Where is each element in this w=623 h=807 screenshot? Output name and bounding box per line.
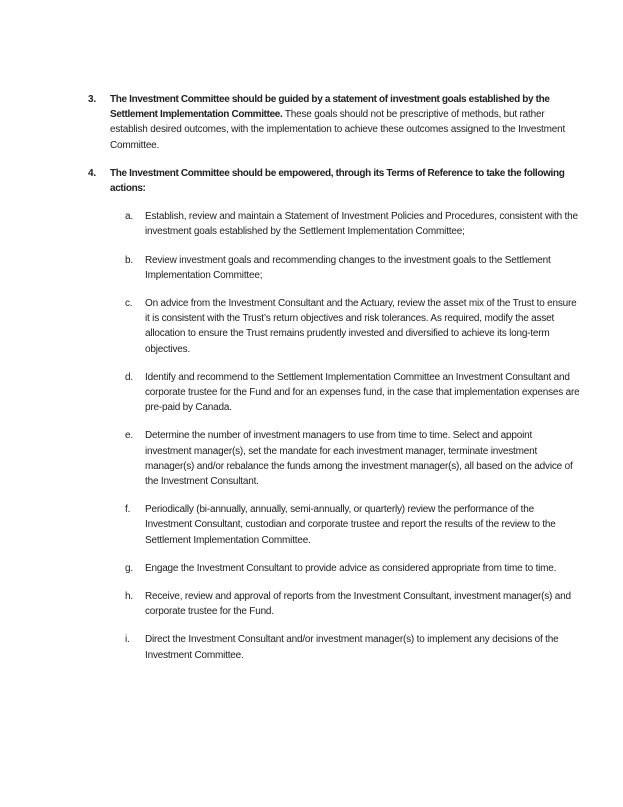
sub-item-a-letter: a. xyxy=(125,211,133,223)
list-item-4-lead-bold: The Investment Committee should be empowered, through its Terms of Reference to take the following actions: xyxy=(110,167,565,195)
sub-item-g-letter: g. xyxy=(125,562,133,574)
sub-item-d-letter: d. xyxy=(125,371,133,383)
list-item-3-number: 3. xyxy=(88,94,96,105)
sub-list-item-a xyxy=(125,209,580,239)
document-content xyxy=(88,92,580,663)
sub-item-b-letter: b. xyxy=(125,254,133,266)
sub-item-f-letter: f. xyxy=(125,504,131,516)
sub-list-item-i xyxy=(125,632,580,662)
sub-item-g-text: Engage the Investment Consultant to provide advice as considered appropriate from time to time. xyxy=(145,562,557,574)
list-item-3-body xyxy=(110,92,580,166)
sub-item-i-letter: i. xyxy=(125,634,130,646)
sub-list-item-b xyxy=(125,253,580,283)
sub-item-h-text: Receive, review and approval of reports from the Investment Consultant, investment manager(s) and corporate trustee for the Fund. xyxy=(145,591,571,618)
list-item-3-lead-bold: The Investment Committee should be guided by a statement of investment goals established by the Settlement Implementation Committee. xyxy=(110,94,550,121)
sub-item-c-text: On advice from the Investment Consultant and the Actuary, review the asset mix of the Trust to ensure it is consistent with the Trust’s return objectives and risk tolerances. As required, modify the asset allocation to ensure the Trust remains prudently invested and diversified to achieve its long-term objectives. xyxy=(145,298,577,355)
list-item-3 xyxy=(88,92,580,166)
sub-item-d-text: Identify and recommend to the Settlement Implementation Committee an Investment Consultant and corporate trustee for the Fund and for an expenses fund, in the case that implementation expenses are pre-paid by Canada. xyxy=(145,371,580,414)
list-item-4-paragraph xyxy=(110,166,580,196)
list-item-4-body xyxy=(110,166,580,663)
sub-item-c-letter: c. xyxy=(125,298,133,310)
sub-item-h-letter: h. xyxy=(125,591,133,603)
sub-list-item-c xyxy=(125,296,580,357)
sub-list-item-d xyxy=(125,370,580,416)
sub-list-item-g xyxy=(125,561,580,576)
sub-list-item-e xyxy=(125,428,580,489)
list-item-4-number: 4. xyxy=(88,167,96,179)
sub-list-item-f xyxy=(125,502,580,548)
sub-item-i-text: Direct the Investment Consultant and/or investment manager(s) to implement any decisions of the Investment Committee. xyxy=(145,634,559,661)
sub-item-e-text: Determine the number of investment managers to use from time to time. Select and appoint investment manager(s), set the mandate for each investment manager, terminate investment manager(s) and/or rebalance the funds among the investment manager(s), all based on the advice of the Investment Consultant. xyxy=(145,430,573,488)
list-item-3-paragraph xyxy=(110,92,580,153)
sub-item-f-text: Periodically (bi-annually, annually, semi-annually, or quarterly) review the performance of the Investment Consultant, custodian and corporate trustee and report the results of the review to the Settlement Implementation Committee. xyxy=(145,504,556,546)
list-item-4 xyxy=(88,166,580,663)
sub-item-e-letter: e. xyxy=(125,430,133,442)
sub-item-b-text: Review investment goals and recommending changes to the investment goals to the Settlement Implementation Committee; xyxy=(145,254,551,281)
sub-item-a-text: Establish, review and maintain a Statement of Investment Policies and Procedures, consistent with the investment goals established by the Settlement Implementation Committee; xyxy=(145,211,578,238)
sub-list-item-h xyxy=(125,589,580,619)
list-item-3-text: These goals should not be prescriptive of methods, but rather establish desired outcomes, with the implementation to achieve these outcomes assigned to the Investment Committee. xyxy=(110,109,566,151)
